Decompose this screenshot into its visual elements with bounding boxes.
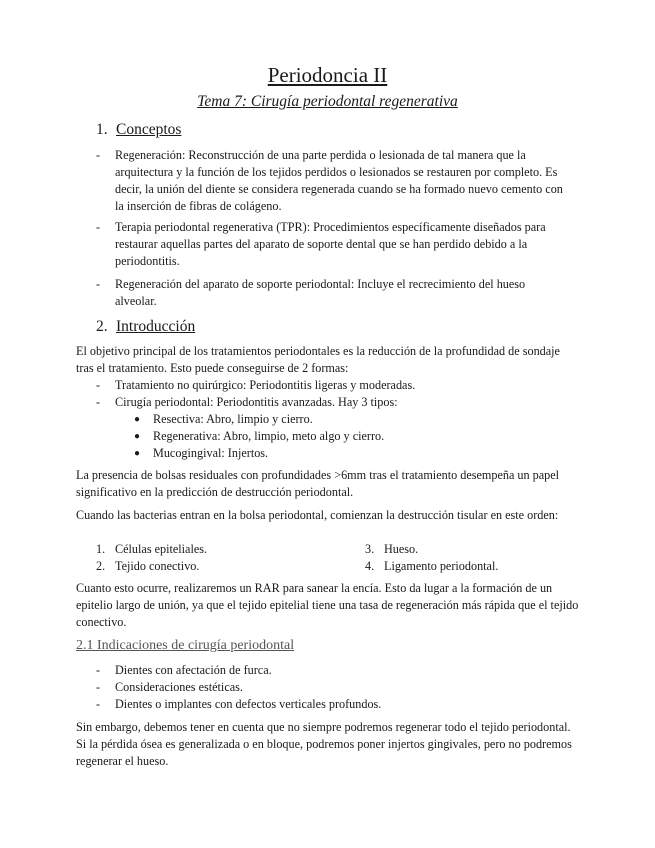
list-item [96,147,566,215]
dash-marker: - [96,697,101,711]
list-item [96,394,566,411]
list-item-text: Cirugía periodontal: Periodontitis avanzadas. Hay 3 tipos: [115,395,398,409]
ordered-item [365,558,498,575]
paragraph: Cuando las bacterias entran en la bolsa periodontal, comienzan la destrucción tisular en este orden: [76,508,559,522]
dash-marker: - [96,148,101,162]
document-subtitle: Tema 7: Cirugía periodontal regenerativa [197,93,458,110]
ordered-item [96,558,199,575]
dash-marker: - [96,395,101,409]
sub-list-item-text: Resectiva: Abro, limpio y cierro. [153,412,313,426]
sub-list-item-text: Regenerativa: Abro, limpio, meto algo y cierro. [153,429,385,443]
section-title: Conceptos [116,121,182,138]
list-item-text: Tratamiento no quirúrgico: Periodontitis ligeras y moderadas. [115,378,416,392]
list-item-text: Terapia periodontal regenerativa (TPR): Procedimientos específicamente diseñados para restaurar aquellas partes del aparato de soporte dental que se han perdido debido a la periodontitis. [115,220,546,268]
list-item-text: Regeneración: Reconstrucción de una parte perdida o lesionada de tal manera que la arquitectura y la función de los tejidos perdidos o lesionados se restauren por completo. Es decir, la unión del diente se considera regenerada cuando se ha formado nuevo cemento con la inserción de fibras de colágeno. [115,148,563,213]
ordered-item [96,541,207,558]
section-number: 1. [96,121,108,138]
section-title: Introducción [116,318,196,335]
dash-marker: - [96,220,101,234]
ordered-item [365,541,418,558]
list-item [96,662,566,679]
list-item-text: Dientes con afectación de furca. [115,663,272,677]
item-text: Hueso. [384,542,419,556]
section-heading-introduccion [96,317,195,337]
bullet-dot-icon: ● [134,448,141,459]
list-item [96,696,566,713]
item-text: Ligamento periodontal. [384,559,499,573]
list-item-text: Dientes o implantes con defectos verticales profundos. [115,697,382,711]
item-number: 1. [96,542,106,556]
section-heading-conceptos [96,120,181,140]
section-number: 2. [96,318,108,335]
paragraph: La presencia de bolsas residuales con profundidades >6mm tras el tratamiento desempeña un papel significativo en la predicción de destrucción periodontal. [76,468,560,499]
sub-list-item [134,445,268,462]
document-title: Periodoncia II [267,63,388,87]
bullet-dot-icon: ● [134,414,141,425]
sub-list-item [134,411,313,428]
list-item [96,679,566,696]
item-number: 4. [365,559,375,573]
sub-list-item [134,428,384,445]
paragraph: Cuanto esto ocurre, realizaremos un RAR para sanear la encía. Esto da lugar a la formación de un epitelio largo de unión, ya que el tejido epitelial tiene una tasa de regeneración más rápida que el tejido conectivo. [76,581,579,629]
dash-marker: - [96,277,101,291]
dash-marker: - [96,663,101,677]
list-item [96,219,566,270]
bullet-dot-icon: ● [134,431,141,442]
paragraph: El objetivo principal de los tratamientos periodontales es la reducción de la profundidad de sondaje tras el tratamiento. Esto puede conseguirse de 2 formas: [76,344,560,375]
item-number: 3. [365,542,375,556]
item-text: Células epiteliales. [115,542,208,556]
list-item [96,377,566,394]
list-item-text: Regeneración del aparato de soporte periodontal: Incluye el recrecimiento del hueso alveolar. [115,277,526,308]
sub-list-item-text: Mucogingival: Injertos. [153,446,269,460]
item-number: 2. [96,559,106,573]
paragraph: Sin embargo, debemos tener en cuenta que no siempre podremos regenerar todo el tejido periodontal. Si la pérdida ósea es generalizada o en bloque, podremos poner injertos gingivales, pero no podremos regenerar el hueso. [76,720,572,768]
list-item [96,276,566,310]
list-item-text: Consideraciones estéticas. [115,680,243,694]
item-text: Tejido conectivo. [115,559,200,573]
subsection-heading-indicaciones: 2.1 Indicaciones de cirugía periodontal [76,638,295,653]
dash-marker: - [96,378,101,392]
dash-marker: - [96,680,101,694]
